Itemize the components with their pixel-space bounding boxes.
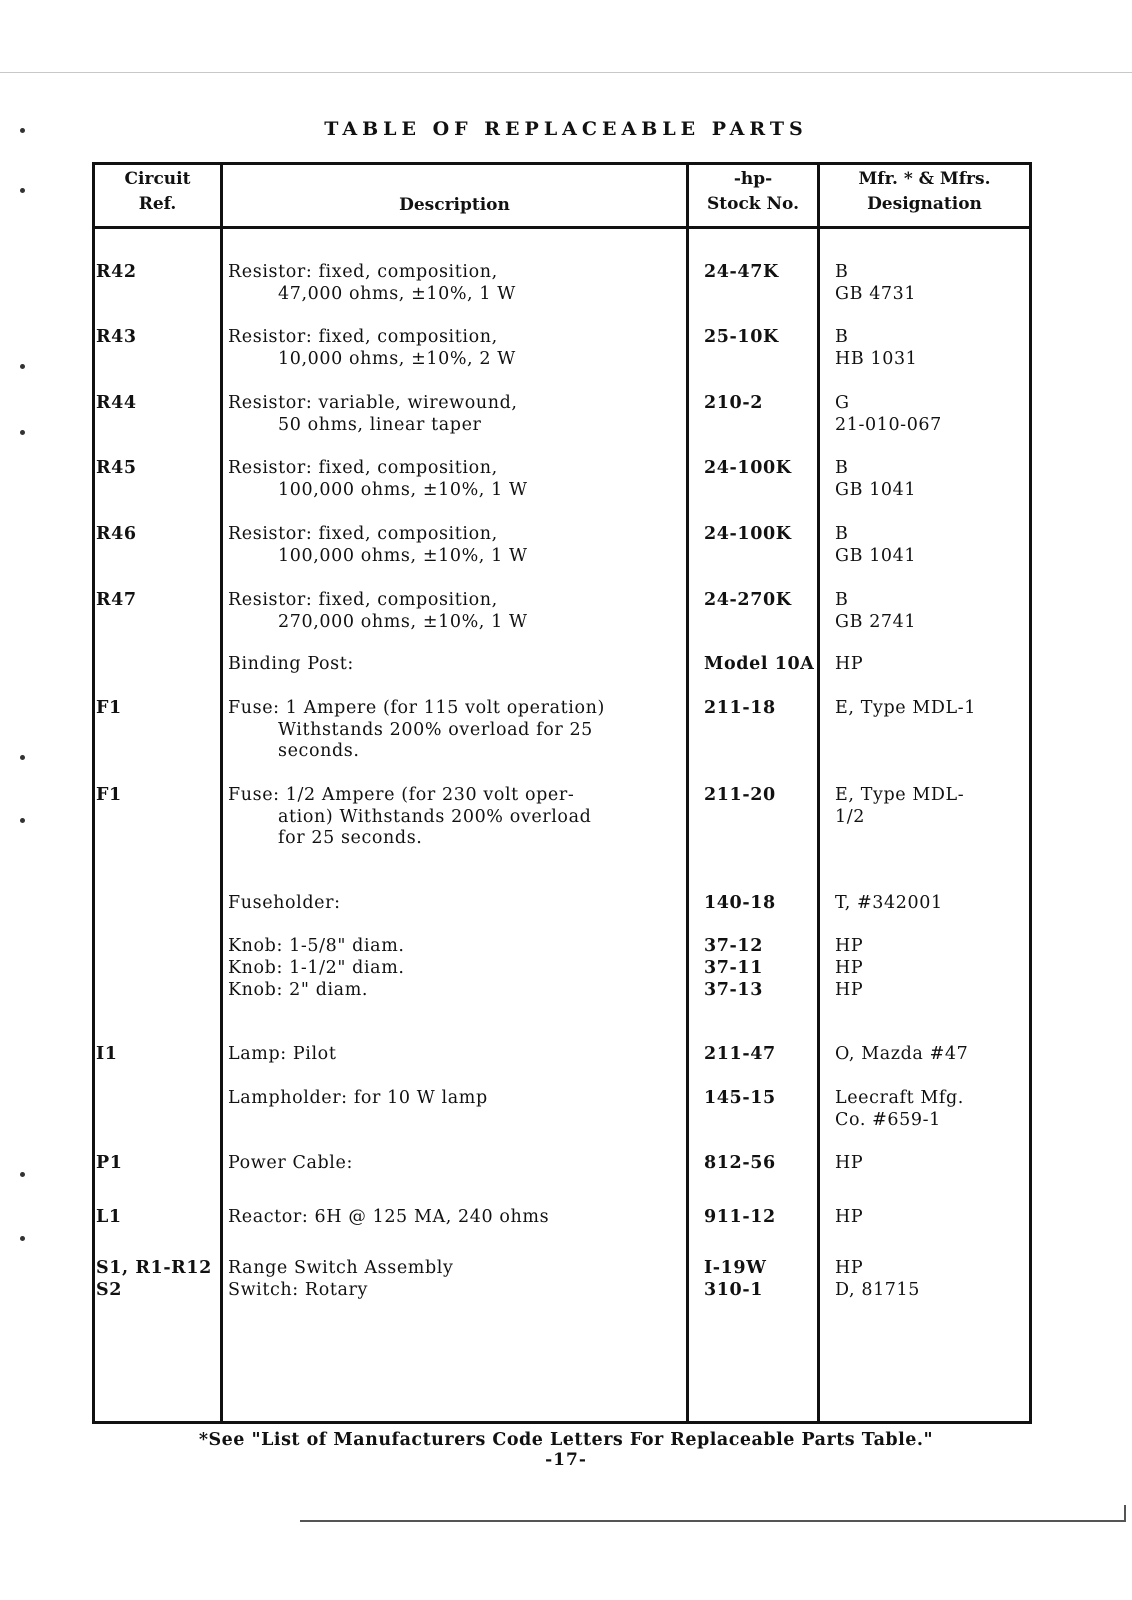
mfr-designation-line: Leecraft Mfg. <box>835 1088 964 1108</box>
mfr-designation-line: O, Mazda #47 <box>835 1044 969 1064</box>
mfr-designation-line: HP <box>835 654 864 674</box>
margin-mark <box>20 818 25 823</box>
footnote: *See "List of Manufacturers Code Letters For Replaceable Parts Table." <box>198 1430 934 1450</box>
description-cell <box>228 1088 488 1110</box>
header-stock-no-line1: -hp- <box>733 169 773 189</box>
description-cell <box>228 1258 453 1280</box>
stock-no-cell <box>704 327 779 349</box>
mfr-designation-cell <box>835 785 964 828</box>
header-divider <box>92 226 1032 229</box>
margin-mark <box>20 755 25 760</box>
description-cell <box>228 458 528 501</box>
description-line: Resistor: fixed, composition, <box>228 327 498 347</box>
stock-no-line: 210-2 <box>704 393 763 413</box>
stock-no-cell <box>704 893 776 915</box>
description-line: 270,000 ohms, ±10%, 1 W <box>278 611 528 632</box>
mfr-designation-cell <box>835 958 863 980</box>
description-cell <box>228 1207 549 1229</box>
description-cell <box>228 698 605 763</box>
description-line: Resistor: variable, wirewound, <box>228 393 518 413</box>
header-stock-no <box>689 167 817 217</box>
stock-no-cell <box>704 698 776 720</box>
mfr-designation-line: Co. #659-1 <box>835 1109 941 1130</box>
mfr-designation-cell <box>835 524 916 567</box>
margin-mark <box>20 364 25 369</box>
description-line: Knob: 1-5/8" diam. <box>228 936 405 956</box>
description-line: Lamp: Pilot <box>228 1044 337 1064</box>
stock-no-cell <box>704 1044 776 1066</box>
stock-no-cell <box>704 785 776 807</box>
circuit-ref-cell: R43 <box>96 327 137 347</box>
description-line: Fuse: 1/2 Ampere (for 230 volt oper- <box>228 785 575 805</box>
description-line: 47,000 ohms, ±10%, 1 W <box>278 283 516 304</box>
description-line: 100,000 ohms, ±10%, 1 W <box>278 545 528 566</box>
stock-no-cell <box>704 936 763 958</box>
mfr-designation-cell <box>835 393 942 436</box>
mfr-designation-cell <box>835 893 943 915</box>
mfr-designation-line: B <box>835 262 849 282</box>
description-line: 10,000 ohms, ±10%, 2 W <box>278 348 516 369</box>
mfr-designation-line: GB 4731 <box>835 283 917 304</box>
page-corner-mark <box>1124 1505 1126 1521</box>
mfr-designation-cell <box>835 698 976 720</box>
description-line: Resistor: fixed, composition, <box>228 262 498 282</box>
description-cell <box>228 1280 368 1302</box>
description-line: Fuseholder: <box>228 893 341 913</box>
circuit-ref-cell: R47 <box>96 590 137 610</box>
description-line: Power Cable: <box>228 1153 353 1173</box>
description-cell <box>228 936 405 958</box>
mfr-designation-cell <box>835 262 916 305</box>
margin-mark <box>20 188 25 193</box>
mfr-designation-line: E, Type MDL- <box>835 785 965 805</box>
mfr-designation-cell <box>835 936 863 958</box>
mfr-designation-cell <box>835 1153 863 1175</box>
stock-no-line: 211-47 <box>704 1044 776 1064</box>
description-line: Knob: 2" diam. <box>228 980 369 1000</box>
mfr-designation-cell <box>835 654 863 676</box>
header-mfr <box>820 167 1029 217</box>
page-top-edge <box>0 72 1132 73</box>
description-line: seconds. <box>278 741 360 761</box>
stock-no-cell <box>704 1258 766 1280</box>
column-divider <box>220 162 223 1424</box>
stock-no-line: 37-11 <box>704 958 763 978</box>
stock-no-line: 37-13 <box>704 980 763 1000</box>
stock-no-cell <box>704 524 792 546</box>
header-description: Description <box>399 195 510 215</box>
description-line: Fuse: 1 Ampere (for 115 volt operation) <box>228 698 605 718</box>
description-line: Switch: Rotary <box>228 1280 368 1300</box>
mfr-designation-line: HP <box>835 1258 864 1278</box>
description-line: 50 ohms, linear taper <box>278 414 482 435</box>
margin-mark <box>20 1236 25 1241</box>
mfr-designation-line: E, Type MDL-1 <box>835 698 976 718</box>
mfr-designation-line: HP <box>835 1153 864 1173</box>
column-divider <box>817 162 820 1424</box>
stock-no-line: 145-15 <box>704 1088 776 1108</box>
page-title: TABLE OF REPLACEABLE PARTS <box>324 118 808 140</box>
stock-no-cell <box>704 958 763 980</box>
description-line: Reactor: 6H @ 125 MA, 240 ohms <box>228 1207 550 1227</box>
stock-no-cell <box>704 1207 776 1229</box>
description-line: Range Switch Assembly <box>228 1258 454 1278</box>
circuit-ref-cell: P1 <box>96 1153 123 1173</box>
mfr-designation-line: B <box>835 524 849 544</box>
circuit-ref-cell: R44 <box>96 393 137 413</box>
circuit-ref-cell: R46 <box>96 524 137 544</box>
mfr-designation-line: GB 1041 <box>835 545 917 566</box>
description-cell <box>228 327 516 370</box>
description-cell <box>228 262 516 305</box>
stock-no-line: I-19W <box>704 1258 767 1278</box>
description-cell <box>228 980 368 1002</box>
header-circuit-ref <box>95 167 220 217</box>
description-line: Withstands 200% overload for 25 <box>278 719 593 740</box>
mfr-designation-line: HP <box>835 1207 864 1227</box>
stock-no-line: Model 10A <box>704 654 815 674</box>
description-cell <box>228 958 405 980</box>
stock-no-line: 24-270K <box>704 590 792 610</box>
header-mfr-line2: Designation <box>867 194 982 214</box>
circuit-ref-cell: L1 <box>96 1207 122 1227</box>
mfr-designation-line: B <box>835 458 849 478</box>
description-line: 100,000 ohms, ±10%, 1 W <box>278 479 528 500</box>
mfr-designation-cell <box>835 1280 920 1302</box>
description-cell <box>228 524 528 567</box>
mfr-designation-line: B <box>835 590 849 610</box>
stock-no-line: 812-56 <box>704 1153 776 1173</box>
description-cell <box>228 893 341 915</box>
description-line: Resistor: fixed, composition, <box>228 524 498 544</box>
stock-no-line: 310-1 <box>704 1280 763 1300</box>
stock-no-cell <box>704 980 763 1002</box>
stock-no-line: 911-12 <box>704 1207 776 1227</box>
stock-no-cell <box>704 262 779 284</box>
circuit-ref-cell: S2 <box>96 1280 123 1300</box>
margin-mark <box>20 430 25 435</box>
stock-no-cell <box>704 393 763 415</box>
stock-no-cell <box>704 1153 776 1175</box>
mfr-designation-line: HP <box>835 936 864 956</box>
description-cell <box>228 393 518 436</box>
description-cell <box>228 1044 336 1066</box>
description-line: Resistor: fixed, composition, <box>228 590 498 610</box>
stock-no-line: 211-20 <box>704 785 776 805</box>
description-line: for 25 seconds. <box>278 828 423 848</box>
mfr-designation-line: HP <box>835 958 864 978</box>
mfr-designation-cell <box>835 458 916 501</box>
mfr-designation-line: 1/2 <box>835 806 865 827</box>
mfr-designation-cell <box>835 327 917 370</box>
stock-no-cell <box>704 1280 763 1302</box>
margin-mark <box>20 1172 25 1177</box>
description-line: ation) Withstands 200% overload <box>278 806 592 827</box>
stock-no-line: 37-12 <box>704 936 763 956</box>
mfr-designation-cell <box>835 590 916 633</box>
stock-no-cell <box>704 654 815 676</box>
mfr-designation-line: D, 81715 <box>835 1280 921 1300</box>
description-cell <box>228 590 528 633</box>
stock-no-line: 24-100K <box>704 458 792 478</box>
description-cell <box>228 654 354 676</box>
description-line: Knob: 1-1/2" diam. <box>228 958 405 978</box>
description-line: Binding Post: <box>228 654 354 674</box>
circuit-ref-cell: R45 <box>96 458 137 478</box>
mfr-designation-line: G <box>835 393 850 413</box>
stock-no-cell <box>704 1088 776 1110</box>
header-circuit-ref-line2: Ref. <box>138 194 177 214</box>
stock-no-cell <box>704 590 792 612</box>
circuit-ref-cell: F1 <box>96 698 122 718</box>
column-divider <box>686 162 689 1424</box>
page-bottom-edge <box>300 1520 1126 1522</box>
mfr-designation-cell <box>835 1207 863 1229</box>
mfr-designation-line: HB 1031 <box>835 348 918 369</box>
mfr-designation-line: T, #342001 <box>835 893 943 913</box>
header-stock-no-line2: Stock No. <box>706 194 799 214</box>
mfr-designation-cell <box>835 980 863 1002</box>
circuit-ref-cell: F1 <box>96 785 122 805</box>
stock-no-line: 211-18 <box>704 698 776 718</box>
description-line: Lampholder: for 10 W lamp <box>228 1088 488 1108</box>
stock-no-cell <box>704 458 792 480</box>
circuit-ref-cell: S1, R1-R12 <box>96 1258 212 1278</box>
stock-no-line: 140-18 <box>704 893 776 913</box>
mfr-designation-line: B <box>835 327 849 347</box>
mfr-designation-cell <box>835 1088 964 1131</box>
mfr-designation-line: 21-010-067 <box>835 414 942 435</box>
mfr-designation-line: HP <box>835 980 864 1000</box>
circuit-ref-cell: I1 <box>96 1044 118 1064</box>
mfr-designation-cell <box>835 1258 863 1280</box>
circuit-ref-cell: R42 <box>96 262 137 282</box>
description-cell <box>228 785 591 850</box>
description-line: Resistor: fixed, composition, <box>228 458 498 478</box>
stock-no-line: 24-47K <box>704 262 779 282</box>
stock-no-line: 24-100K <box>704 524 792 544</box>
header-mfr-line1: Mfr. * & Mfrs. <box>858 169 991 189</box>
mfr-designation-cell <box>835 1044 968 1066</box>
mfr-designation-line: GB 2741 <box>835 611 917 632</box>
mfr-designation-line: GB 1041 <box>835 479 917 500</box>
description-cell <box>228 1153 353 1175</box>
header-circuit-ref-line1: Circuit <box>124 169 191 189</box>
stock-no-line: 25-10K <box>704 327 779 347</box>
page-number: -17- <box>545 1450 587 1470</box>
